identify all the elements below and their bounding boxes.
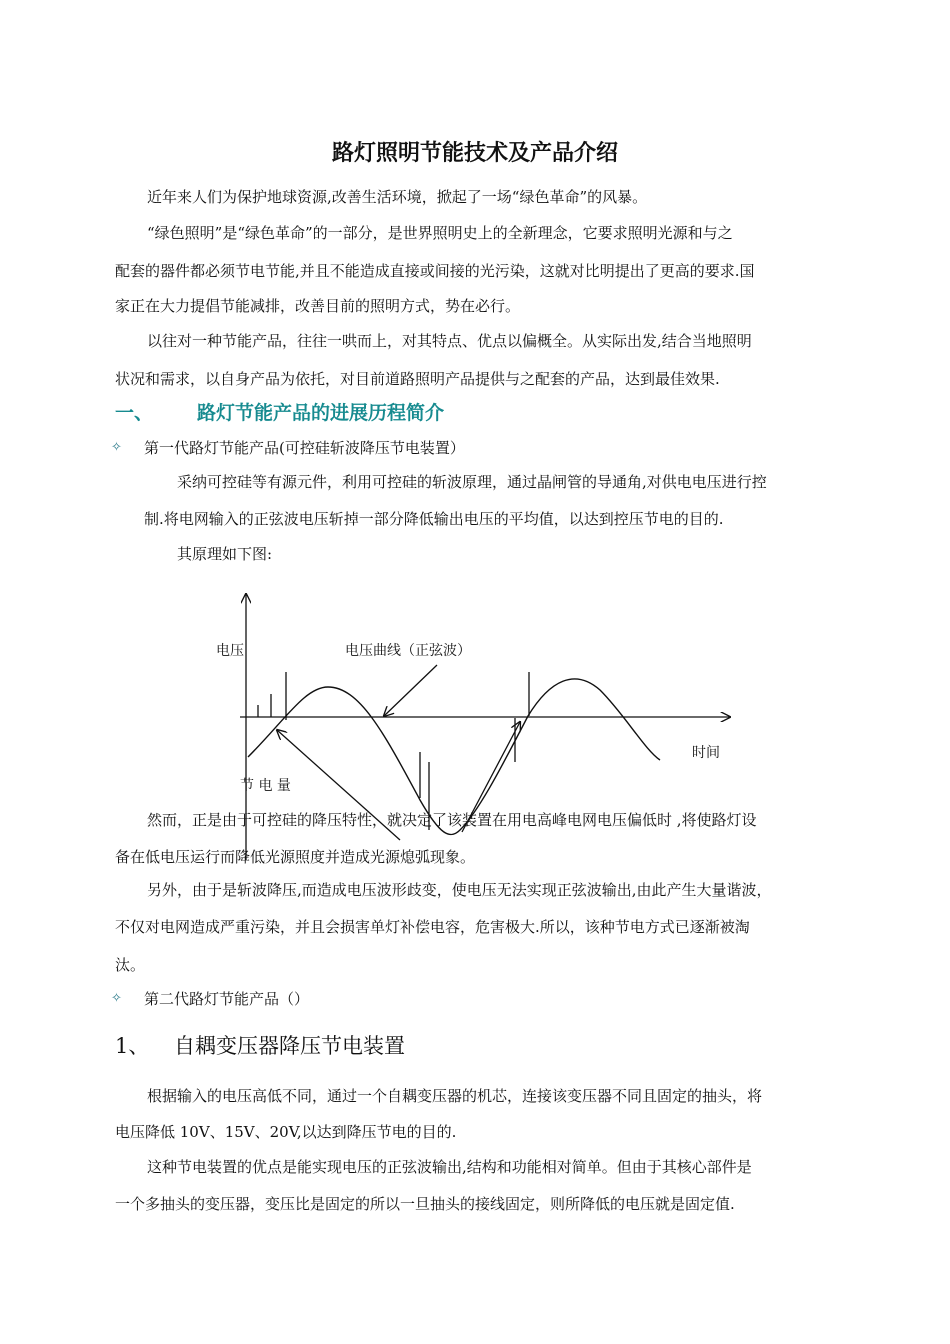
section-2-paragraph-1-line-1: 根据输入的电压高低不同，通过一个自耦变压器的机芯，连接该变压器不同且固定的抽头，将 — [147, 1087, 763, 1105]
intro-paragraph-2-line-2: 配套的器件都必须节电节能,并且不能造成直接或间接的光污染，这就对比明提出了更高的要求.国 — [115, 262, 755, 280]
after-paragraph-2-line-2: 不仅对电网造成严重污染，并且会损害单灯补偿电容，危害极大.所以，该种节电方式已逐渐被淘 — [115, 918, 750, 936]
intro-paragraph-3-line-2: 状况和需求，以自身产品为依托，对目前道路照明产品提供与之配套的产品，达到最佳效果. — [115, 370, 720, 388]
gen1-line-1: 采纳可控硅等有源元件，利用可控硅的斩波原理，通过晶闸管的导通角,对供电电压进行控 — [177, 473, 767, 491]
after-paragraph-1-line-1: 然而，正是由于可控硅的降压特性，就决定了该装置在用电高峰电网电压偏低时 ,将使路灯设 — [147, 811, 757, 829]
intro-paragraph-2-line-1: “绿色照明”是“绿色革命”的一部分，是世界照明史上的全新理念，它要求照明光源和与之 — [147, 224, 733, 242]
intro-paragraph-1: 近年来人们为保护地球资源,改善生活环境，掀起了一场“绿色革命”的风暴。 — [147, 188, 648, 206]
after-paragraph-2-line-1: 另外，由于是斩波降压,而造成电压波形歧变，使电压无法实现正弦波输出,由此产生大量谐波， — [147, 881, 772, 899]
gen1-line-3: 其原理如下图: — [177, 545, 273, 563]
saving-label: 节 电 量 — [240, 778, 291, 794]
intro-paragraph-3-line-1: 以往对一种节能产品，往往一哄而上，对其特点、优点以偏概全。从实际出发,结合当地照明 — [147, 332, 752, 350]
y-axis-label: 电压 — [216, 643, 244, 659]
x-axis-label: 时间 — [692, 745, 720, 761]
gen1-line-2: 制.将电网输入的正弦波电压斩掉一部分降低输出电压的平均值，以达到控压节电的目的. — [144, 510, 724, 528]
curve-label: 电压曲线（正弦波） — [345, 643, 471, 659]
after-paragraph-1-line-2: 备在低电压运行而降低光源照度并造成光源熄弧现象。 — [115, 848, 476, 866]
page-title: 路灯照明节能技术及产品介绍 — [331, 141, 618, 166]
section-2-number: 1、 — [115, 1034, 150, 1058]
diamond-star-icon: ✧ — [111, 440, 122, 455]
gen1-title: 第一代路灯节能产品(可控硅斩波降压节电装置） — [144, 439, 465, 457]
after-paragraph-2-line-3: 汰。 — [115, 956, 146, 974]
section-1-number: 一、 — [115, 402, 154, 424]
intro-paragraph-2-line-3: 家正在大力提倡节能减排，改善目前的照明方式，势在必行。 — [115, 297, 521, 315]
diamond-star-icon: ✧ — [111, 991, 122, 1006]
section-2-paragraph-2-line-2: 一个多抽头的变压器，变压比是固定的所以一旦抽头的接线固定，则所降低的电压就是固定值. — [115, 1195, 735, 1213]
section-2-paragraph-2-line-1: 这种节电装置的优点是能实现电压的正弦波输出,结构和功能相对简单。但由于其核心部件是 — [147, 1158, 752, 1176]
section-2-paragraph-1-line-2: 电压降低 10V、15V、20V,以达到降压节电的目的. — [115, 1123, 457, 1141]
curve-label-arrow — [384, 665, 437, 716]
section-1-heading: 路灯节能产品的进展历程简介 — [197, 402, 445, 424]
gen2-title: 第二代路灯节能产品（） — [144, 990, 310, 1008]
section-2-heading: 自耦变压器降压节电装置 — [174, 1034, 405, 1058]
